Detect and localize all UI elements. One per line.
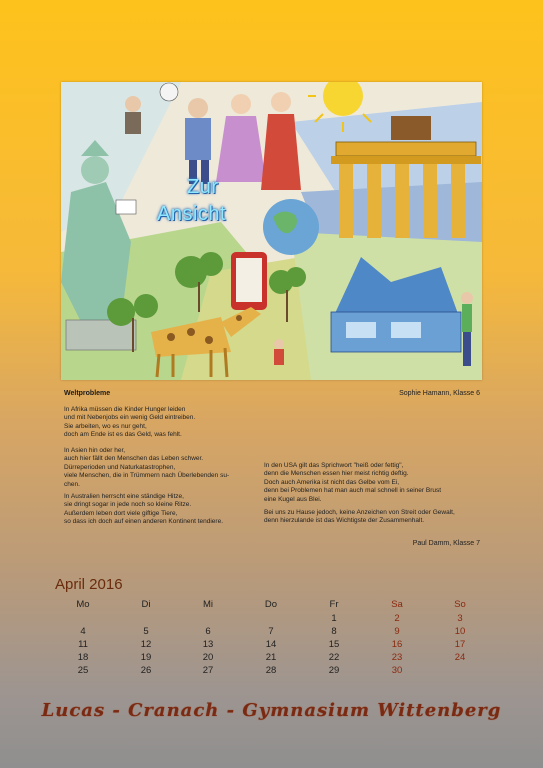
poem-title: Weltprobleme — [64, 390, 111, 397]
calendar-day: 19 — [140, 652, 152, 663]
calendar-week-row — [0, 652, 543, 664]
poem-line: auch hier fällt den Menschen das Leben schwer. — [64, 455, 204, 463]
calendar-day: 28 — [265, 665, 277, 676]
calendar-day: 25 — [77, 665, 89, 676]
weekday-label: So — [454, 599, 466, 610]
weekday-label: Fr — [329, 599, 339, 610]
poem-line: In Asien hin oder her, — [64, 447, 126, 454]
calendar-day: 27 — [202, 665, 214, 676]
school-name-footer: Lucas - Cranach - Gymnasium Wittenberg — [41, 700, 502, 721]
calendar-week-row — [0, 639, 543, 651]
poem-line: denn hierzulande ist das Wichtigste der Zusammenhalt. — [264, 517, 425, 525]
weekday-label: Di — [141, 599, 151, 610]
calendar-day: 13 — [202, 639, 214, 650]
poem-line: so dass ich doch auf einen anderen Kontinent tendiere. — [64, 518, 224, 526]
world-drawing — [61, 82, 482, 380]
poem-author-bottom: Paul Damm, Klasse 7 — [412, 540, 480, 547]
calendar-day: 10 — [454, 626, 466, 637]
calendar-day: 6 — [205, 626, 211, 637]
poem-line: chen. — [64, 480, 80, 488]
poem-line: viele Menschen, die in Trümmern nach Überlebenden su- — [64, 472, 230, 480]
calendar-day: 4 — [80, 626, 86, 637]
calendar-day: 30 — [391, 665, 403, 676]
calendar-day: 5 — [143, 626, 149, 637]
poem-line: Dürreperioden und Naturkatastrophen, — [64, 463, 176, 471]
poem-line: In den USA gilt das Sprichwort "heiß oder fettig", — [264, 462, 404, 469]
calendar-day: 2 — [394, 613, 400, 624]
poem-line: Außerdem leben dort viele giftige Tiere, — [64, 509, 178, 517]
calendar-day: 14 — [265, 639, 277, 650]
zur-ansicht-overlay — [157, 174, 287, 228]
poem-author-top: Sophie Hamann, Klasse 6 — [399, 390, 480, 397]
calendar-weekday-header — [0, 599, 543, 611]
calendar-day: 18 — [77, 652, 89, 663]
calendar-day: 9 — [394, 626, 400, 637]
calendar-day: 22 — [328, 652, 340, 663]
calendar-day: 24 — [454, 652, 466, 663]
weekday-label: Do — [264, 599, 278, 610]
poem-stanza-2 — [64, 447, 229, 489]
weekday-label: Sa — [391, 599, 403, 610]
poem-stanza-5 — [264, 509, 455, 526]
calendar-week-row — [0, 665, 543, 677]
calendar-day: 17 — [454, 639, 466, 650]
calendar-day: 1 — [331, 613, 337, 624]
poem-line: und mit Nebenjobs ein wenig Geld eintreiben. — [64, 414, 196, 422]
poem-line: In Afrika müssen die Kinder Hunger leiden — [64, 406, 186, 413]
calendar-day: 15 — [328, 639, 340, 650]
calendar-day: 20 — [202, 652, 214, 663]
poem-stanza-3 — [64, 493, 223, 527]
poem-stanza-4 — [264, 462, 441, 504]
calendar-day: 21 — [265, 652, 277, 663]
calendar-month-title: April 2016 — [55, 576, 123, 593]
artwork-image — [61, 82, 482, 380]
calendar-week-row — [0, 626, 543, 638]
overlay-line-1: Zur — [187, 176, 219, 198]
calendar-day: 8 — [331, 626, 337, 637]
poem-line: sie dringt sogar in jede noch so kleine Ritze. — [64, 501, 192, 509]
calendar-week-row — [0, 613, 543, 625]
poem-line: Doch auch Amerika ist nicht das Gelbe vom Ei, — [264, 478, 400, 486]
poem-line: In Australien herrscht eine ständige Hitze, — [64, 493, 184, 500]
weekday-label: Mi — [202, 599, 214, 610]
weekday-label: Mo — [76, 599, 90, 610]
calendar-day: 11 — [78, 639, 88, 650]
poem-line: doch am Ende ist es das Geld, was fehlt. — [64, 431, 182, 439]
calendar-day: 12 — [140, 639, 152, 650]
calendar-day: 26 — [140, 665, 152, 676]
poem-line: eine Kugel aus Blei. — [264, 495, 322, 503]
poem-line: denn bei Problemen hat man auch mal schnell in seiner Brust — [264, 487, 442, 495]
poem-line: denn die Menschen essen hier meist richtig deftig. — [264, 470, 409, 478]
poem-line: Sie arbeiten, wo es nur geht, — [64, 422, 147, 430]
calendar-day: 16 — [391, 639, 403, 650]
overlay-line-2: Ansicht — [157, 203, 227, 225]
poem-line: Bei uns zu Hause jedoch, keine Anzeichen von Streit oder Gewalt, — [264, 509, 455, 516]
calendar-day: 3 — [457, 613, 463, 624]
poem-stanza-1 — [64, 406, 195, 440]
calendar-day: 23 — [391, 652, 403, 663]
calendar-day: 7 — [268, 626, 274, 637]
calendar-day: 29 — [328, 665, 340, 676]
